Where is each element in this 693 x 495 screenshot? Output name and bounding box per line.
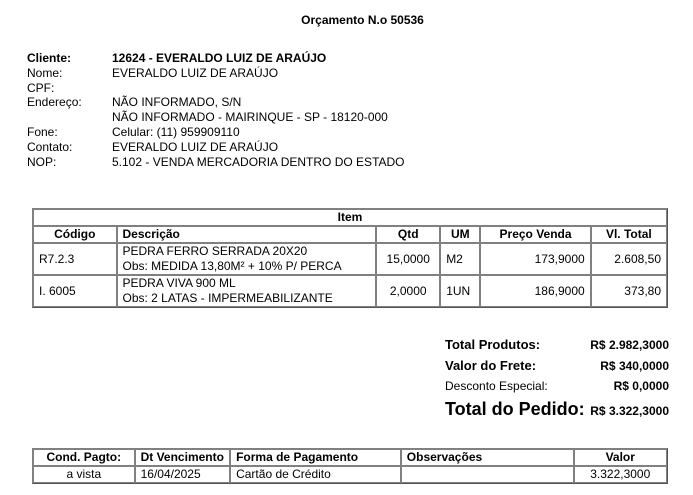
total-produtos-row (445, 334, 669, 355)
field-value: 12624 - EVERALDO LUIZ DE ARAÚJO (112, 51, 327, 65)
cell-descricao (117, 275, 377, 307)
valor-frete-value: R$ 340,0000 (600, 359, 669, 373)
item-obs: Obs: MEDIDA 13,80M² + 10% P/ PERCA (122, 259, 342, 273)
client-row-nome (27, 66, 405, 81)
cell-qtd: 15,0000 (376, 243, 440, 275)
col-preco-venda: Preço Venda (480, 226, 590, 243)
desconto-value: R$ 0,0000 (613, 379, 669, 393)
client-row-contato (27, 140, 405, 155)
cell-descricao (117, 243, 377, 275)
payment-table (32, 448, 668, 484)
payment-header-row (33, 449, 667, 466)
field-value: EVERALDO LUIZ DE ARAÚJO (112, 139, 279, 154)
totals-block (445, 334, 669, 422)
total-pedido-row (445, 396, 669, 422)
valor-frete-row (445, 355, 669, 376)
field-label: CPF: (27, 80, 55, 95)
cell-vencimento: 16/04/2025 (135, 466, 231, 483)
client-row-endereco (27, 95, 405, 110)
cell-codigo: R7.2.3 (33, 243, 117, 275)
cell-total: 2.608,50 (591, 243, 667, 275)
col-observacoes: Observações (401, 449, 574, 466)
item-description: PEDRA FERRO SERRADA 20X20 (122, 244, 308, 258)
client-row-nop (27, 155, 405, 170)
field-value: EVERALDO LUIZ DE ARAÚJO (112, 65, 279, 80)
col-dt-vencimento: Dt Vencimento (135, 449, 231, 466)
field-label: Nome: (27, 65, 63, 80)
col-qtd: Qtd (376, 226, 440, 243)
col-forma-pagamento: Forma de Pagamento (230, 449, 401, 466)
field-label: Cliente: (27, 51, 72, 65)
total-pedido-label: Total do Pedido: (445, 399, 585, 419)
col-codigo: Código (33, 226, 117, 243)
field-value: NÃO INFORMADO, S/N (112, 95, 242, 110)
client-row-cliente (27, 51, 405, 66)
cell-cond: a vista (33, 466, 135, 483)
field-label: Contato: (27, 139, 73, 154)
field-value: Celular: (11) 959909110 (112, 124, 240, 139)
col-valor: Valor (574, 449, 668, 466)
client-row-fone (27, 125, 405, 140)
cell-total: 373,80 (591, 275, 667, 307)
item-obs: Obs: 2 LATAS - IMPERMEABILIZANTE (122, 291, 333, 305)
field-label: Endereço: (27, 95, 82, 110)
total-produtos-label: Total Produtos: (445, 337, 541, 352)
cell-obs (401, 466, 574, 483)
cell-preco: 186,9000 (480, 275, 590, 307)
table-row (33, 466, 667, 483)
cell-valor: 3.322,3000 (574, 466, 668, 483)
col-um: UM (440, 226, 480, 243)
field-value: NÃO INFORMADO - MAIRINQUE - SP - 18120-000 (112, 110, 388, 125)
items-header-row (33, 226, 667, 243)
desconto-row (445, 376, 669, 396)
client-row-endereco-2 (27, 110, 405, 125)
client-row-cpf (27, 81, 405, 96)
total-pedido-value: R$ 3.322,3000 (590, 404, 669, 418)
client-info (27, 51, 405, 169)
items-group-header: Item (33, 209, 667, 226)
col-vl-total: Vl. Total (591, 226, 667, 243)
table-row (33, 275, 667, 307)
item-description: PEDRA VIVA 900 ML (122, 276, 236, 290)
valor-frete-label: Valor do Frete: (445, 358, 537, 373)
cell-preco: 173,9000 (480, 243, 590, 275)
field-label: Fone: (27, 124, 58, 139)
col-cond-pagto: Cond. Pagto: (33, 449, 135, 466)
col-descricao: Descrição (117, 226, 377, 243)
items-table (32, 208, 668, 308)
cell-forma: Cartão de Crédito (230, 466, 401, 483)
cell-um: 1UN (440, 275, 480, 307)
page-title: Orçamento N.o 50536 (301, 13, 424, 27)
desconto-label: Desconto Especial: (445, 379, 548, 393)
field-label (27, 110, 112, 125)
total-produtos-value: R$ 2.982,3000 (590, 338, 669, 352)
table-row (33, 243, 667, 275)
cell-qtd: 2,0000 (376, 275, 440, 307)
cell-um: M2 (440, 243, 480, 275)
field-value: 5.102 - VENDA MERCADORIA DENTRO DO ESTADO (112, 154, 405, 169)
field-label: NOP: (27, 154, 57, 169)
cell-codigo: I. 6005 (33, 275, 117, 307)
